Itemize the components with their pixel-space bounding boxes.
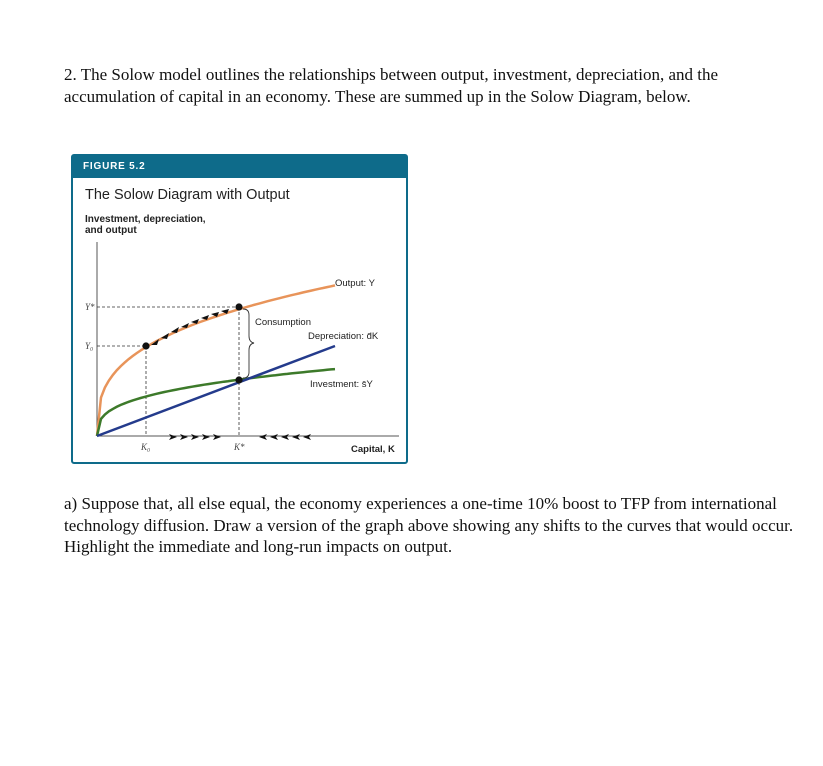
y-star-label: Y*: [85, 302, 95, 312]
question-intro: 2. The Solow model outlines the relationships between output, investment, depreciation, and the accumulation of capital in an economy. These are summed up in the Solow Diagram, below.: [64, 65, 719, 106]
output-curve-label: Output: Y: [335, 278, 375, 289]
solow-figure: [71, 154, 408, 464]
capital-arrow-left: [281, 434, 289, 440]
initial-output-point: [142, 342, 149, 349]
capital-arrow-left: [259, 434, 267, 440]
steady-state-output-point: [235, 303, 242, 310]
steady-state-investment-point: [235, 376, 242, 383]
k-zero-label: K₀: [141, 442, 151, 452]
capital-arrow-right: [202, 434, 210, 440]
depreciation-line: [97, 346, 335, 436]
question-part-a: a) Suppose that, all else equal, the economy experiences a one-time 10% boost to TFP from international technology diffusion. Draw a version of the graph above showing any shifts to the curves that would occur. Highlight the immediate and long-run impacts on output.: [64, 494, 794, 556]
y-axis-label-line1: Investment, depreciation,: [85, 214, 206, 225]
consumption-label: Consumption: [255, 317, 311, 328]
investment-curve: [97, 369, 335, 436]
figure-number: FIGURE 5.2: [73, 156, 406, 178]
output-arrow: [161, 333, 169, 339]
x-axis-label: Capital, K: [351, 444, 395, 455]
capital-arrow-left: [303, 434, 311, 440]
capital-arrow-right: [213, 434, 221, 440]
capital-arrow-right: [191, 434, 199, 440]
capital-arrow-right: [180, 434, 188, 440]
y-axis-label-line2: and output: [85, 225, 137, 236]
figure-title: The Solow Diagram with Output: [85, 187, 290, 203]
y-zero-label: Y₀: [85, 341, 94, 351]
capital-arrow-left: [270, 434, 278, 440]
investment-curve-label: Investment: s̄Y: [310, 379, 373, 390]
solow-chart: [73, 156, 408, 464]
consumption-bracket: [243, 309, 254, 378]
k-star-label: K*: [234, 442, 245, 452]
capital-arrow-right: [169, 434, 177, 440]
capital-arrows-right: [169, 434, 221, 440]
capital-arrows-left: [259, 434, 311, 440]
depreciation-line-label: Depreciation: d̄K: [308, 331, 379, 342]
capital-arrow-left: [292, 434, 300, 440]
